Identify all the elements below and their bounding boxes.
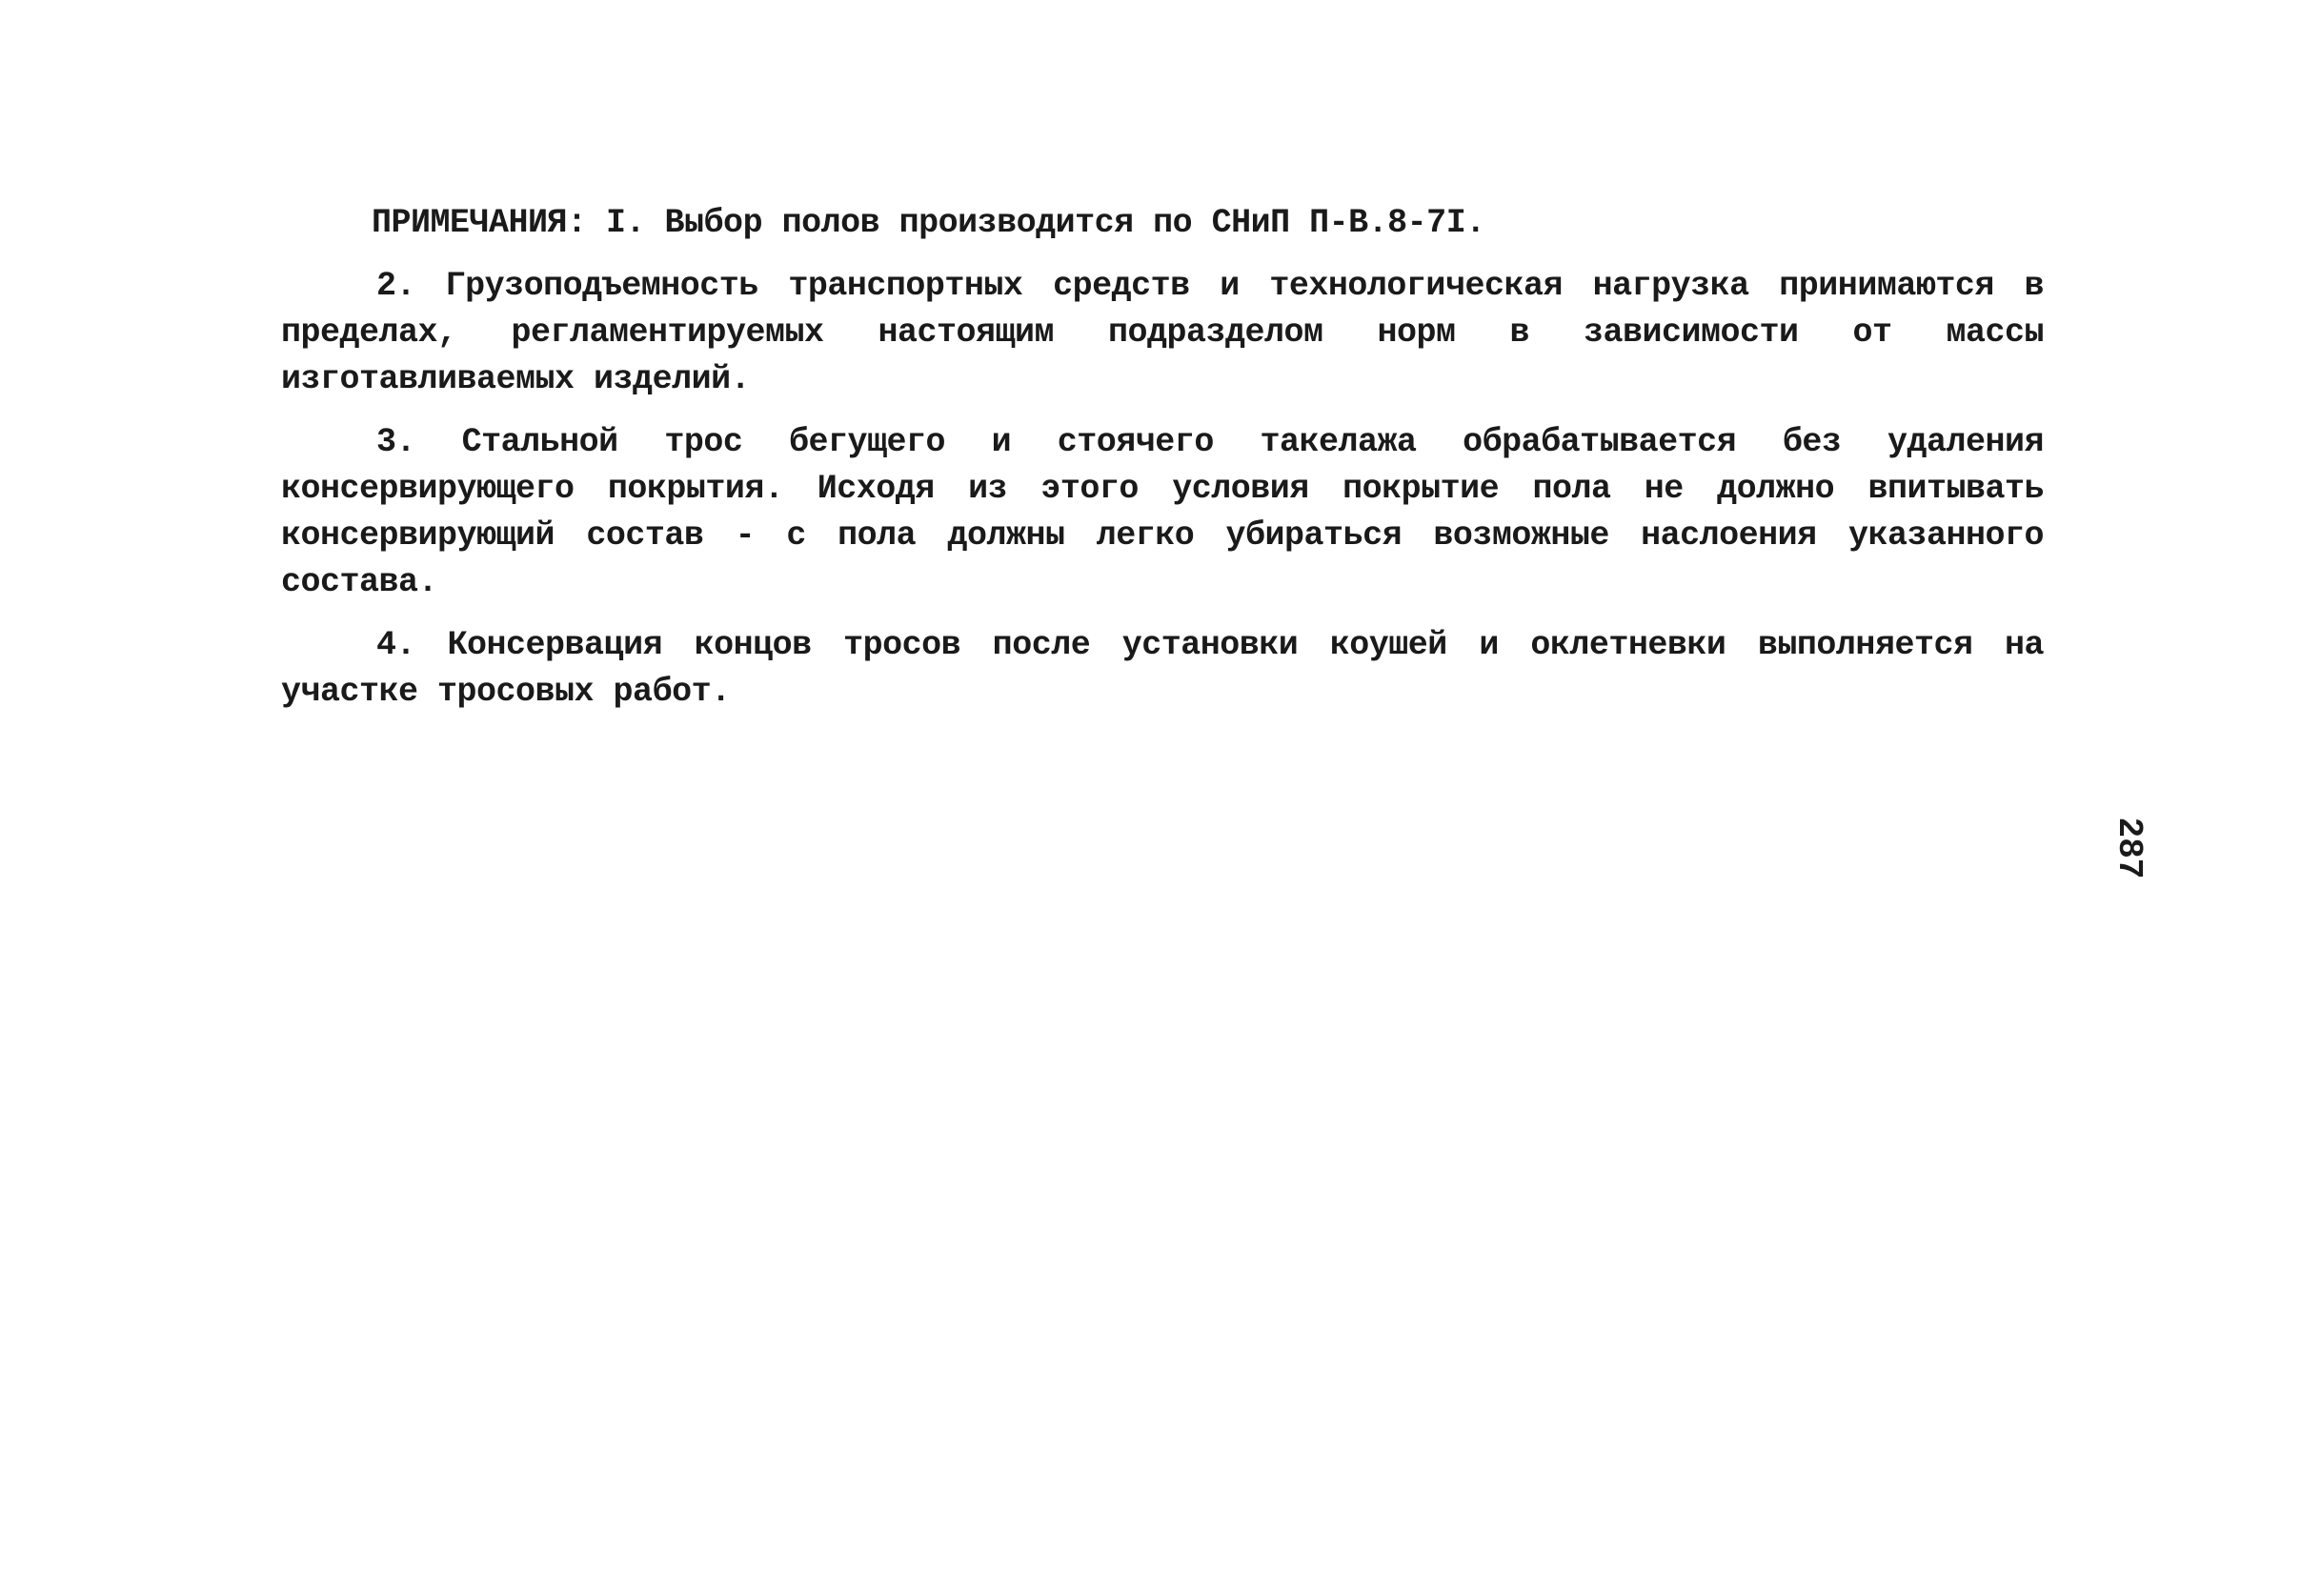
note-3: 3. Стальной трос бегущего и стоячего такелажа обрабатывается без удаления консервирующего покрытия. Исходя из этого условия покрытие пола не должно впитывать консервирующий состав - с пола должны легко убираться возможные наслоения указанного состава. <box>281 423 2044 601</box>
notes-section <box>281 200 2044 716</box>
note-2: 2. Грузоподъемность транспортных средств и технологическая нагрузка принимаются в пределах, регламентируемых настоящим подразделом норм в зависимости от массы изготавливаемых изделий. <box>281 267 2044 398</box>
page-number: 287 <box>2109 817 2150 879</box>
note-1: ПРИМЕЧАНИЯ: I. Выбор полов производится по СНиП П-В.8-7I. <box>372 204 1485 242</box>
note-4: 4. Консервация концов тросов после установки коушей и оклетневки выполняется на участке тросовых работ. <box>281 626 2044 711</box>
